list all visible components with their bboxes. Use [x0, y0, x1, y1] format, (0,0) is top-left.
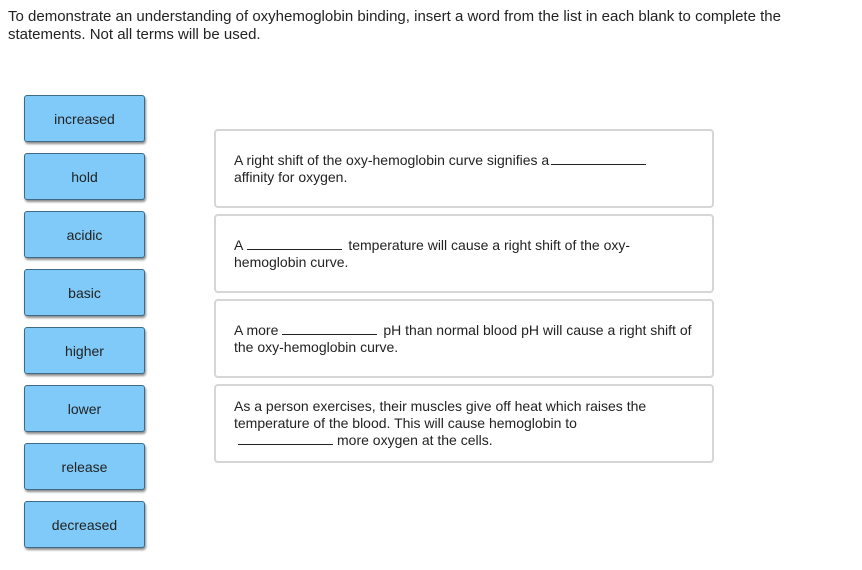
statement-4: [214, 384, 714, 463]
word-tile-basic[interactable]: basic: [24, 269, 145, 316]
statement-3-after: pH than normal blood pH will cause a right shift of the oxy-hemoglobin curve.: [234, 321, 692, 355]
blank-drop-target-1[interactable]: [551, 154, 646, 165]
statement-1-before: A right shift of the oxy-hemoglobin curve signifies a: [234, 151, 550, 168]
statement-3: [214, 299, 714, 378]
word-tile-release[interactable]: release: [24, 443, 145, 490]
statement-1: [214, 129, 714, 208]
blank-drop-target-2[interactable]: [247, 239, 342, 250]
statement-2-before: A: [234, 236, 244, 253]
statement-3-before: A more: [234, 321, 279, 338]
word-tile-decreased[interactable]: decreased: [24, 501, 145, 548]
statement-2-after: temperature will cause a right shift of the oxy-hemoglobin curve.: [234, 236, 631, 270]
word-tile-acidic[interactable]: acidic: [24, 211, 145, 258]
question-instructions: To demonstrate an understanding of oxyhemoglobin binding, insert a word from the list in each blank to complete the statements. Not all terms will be used.: [8, 8, 781, 43]
word-bank: [24, 95, 146, 559]
statement-4-before: As a person exercises, their muscles give off heat which raises the temperature of the blood. This will cause hemoglobin to: [234, 398, 647, 431]
statement-1-after: affinity for oxygen.: [234, 168, 348, 185]
statement-list: [214, 129, 714, 469]
statement-2: [214, 214, 714, 293]
word-tile-increased[interactable]: increased: [24, 95, 145, 142]
blank-drop-target-4[interactable]: [238, 434, 333, 445]
blank-drop-target-3[interactable]: [282, 324, 377, 335]
word-tile-hold[interactable]: hold: [24, 153, 145, 200]
word-tile-lower[interactable]: lower: [24, 385, 145, 432]
statement-4-after: more oxygen at the cells.: [337, 432, 493, 448]
word-tile-higher[interactable]: higher: [24, 327, 145, 374]
